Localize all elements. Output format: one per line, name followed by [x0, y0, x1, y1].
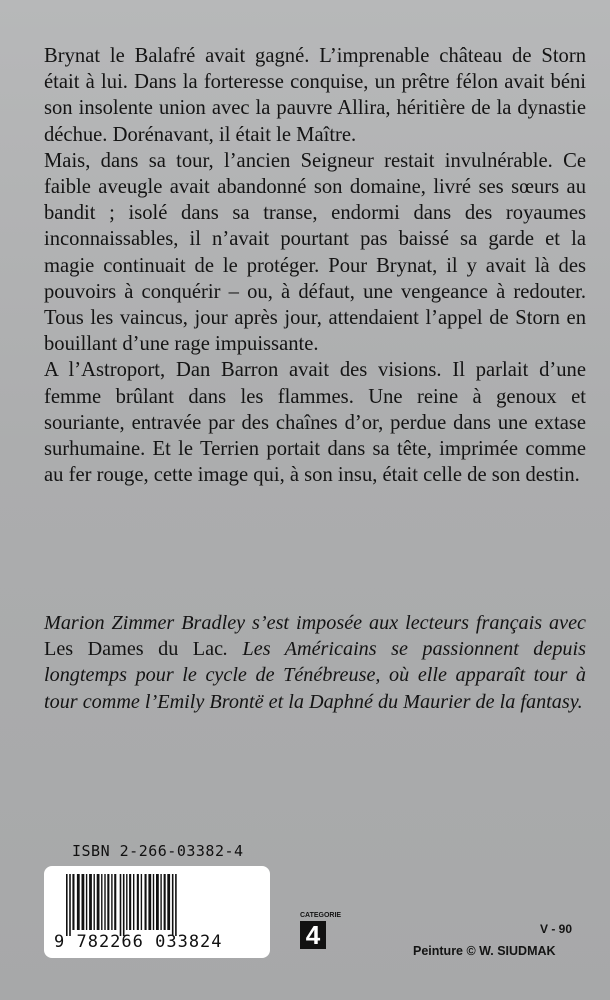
- barcode-guard: [123, 874, 125, 936]
- barcode-bar: [126, 874, 127, 930]
- illustration-credit: Peinture © W. SIUDMAK: [413, 944, 556, 958]
- barcode-bar: [89, 874, 92, 930]
- category-number: 4: [300, 921, 326, 949]
- isbn: ISBN 2-266-03382-4: [72, 842, 244, 860]
- book-title: Les Dames du Lac: [44, 638, 224, 661]
- barcode-bar: [77, 874, 80, 930]
- barcode-bar: [97, 874, 100, 930]
- barcode-bar: [101, 874, 102, 930]
- barcode-bar: [114, 874, 116, 930]
- blurb-paragraph-2: Mais, dans sa tour, l’ancien Seigneur restait invulnérable. Ce faible aveugle avait abandonné son domaine, livré ses sœurs au bandit ; isolé dans sa transe, endormi dans des royaumes inconnaissables, il n’avait pourtant pas baissé sa garde et la magie continuait de le protéger. Pour Brynat, il y avait là des pouvoirs à conquérir – ou, à défaut, une vengeance à redouter. Tous les vaincus, jour après jour, attendaient l’appel de Storn en bouillant d’une rage impuissante.: [44, 149, 586, 356]
- barcode-bar: [137, 874, 139, 930]
- barcode-bar: [141, 874, 142, 930]
- barcode-digits: 9 782266 033824: [54, 932, 223, 952]
- barcode-guard: [69, 874, 71, 936]
- barcode-bar: [167, 874, 170, 930]
- blurb-paragraph-3: A l’Astroport, Dan Barron avait des visions. Il parlait d’une femme brûlant dans les flammes. Une reine à genoux et souriante, entravée par des chaînes d’or, perdue dans une extase surhumaine. Et le Terrien portait dans sa tête, imprimée comme au fer rouge, cette image qui, à son insu, était celle de son destin.: [44, 359, 586, 487]
- category-badge: [300, 912, 342, 950]
- barcode-guard: [172, 874, 174, 936]
- barcode-bar: [148, 874, 151, 930]
- barcode-bar: [160, 874, 161, 930]
- barcode-bar: [153, 874, 154, 930]
- barcode-bar: [104, 874, 105, 930]
- barcode-bar: [86, 874, 87, 930]
- barcode: [44, 866, 270, 958]
- barcode-guard: [120, 874, 122, 936]
- barcode-bar: [129, 874, 131, 930]
- author-note-part-1: Marion Zimmer Bradley s’est imposée aux lecteurs français avec: [44, 612, 586, 634]
- barcode-bar: [156, 874, 159, 930]
- barcode-bar: [133, 874, 134, 930]
- blurb-text: [44, 43, 586, 488]
- category-label: CATEGORIE: [300, 912, 342, 919]
- barcode-bar: [94, 874, 95, 930]
- barcode-guard: [175, 874, 177, 936]
- barcode-bar: [164, 874, 166, 930]
- barcode-guard: [66, 874, 68, 936]
- blurb-paragraph-1: Brynat le Balafré avait gagné. L’imprenable château de Storn était à lui. Dans la forteresse conquise, un prêtre félon avait béni son insolente union avec la pauvre Allira, héritière de la dynastie déchue. Dorénavant, il était le Maître.: [44, 45, 586, 146]
- barcode-bar: [107, 874, 109, 930]
- barcode-bar: [111, 874, 112, 930]
- barcode-bar: [82, 874, 85, 930]
- barcode-bar: [145, 874, 147, 930]
- barcode-bar: [72, 874, 74, 930]
- author-note: [44, 610, 586, 715]
- series-code: V - 90: [540, 922, 573, 936]
- author-note-part-2: . Les Américains se passionnent depuis longtemps pour le cycle de Ténébreuse, où elle apparaît tour à tour comme l’Emily Brontë et la Daphné du Maurier de la fantasy.: [44, 638, 586, 713]
